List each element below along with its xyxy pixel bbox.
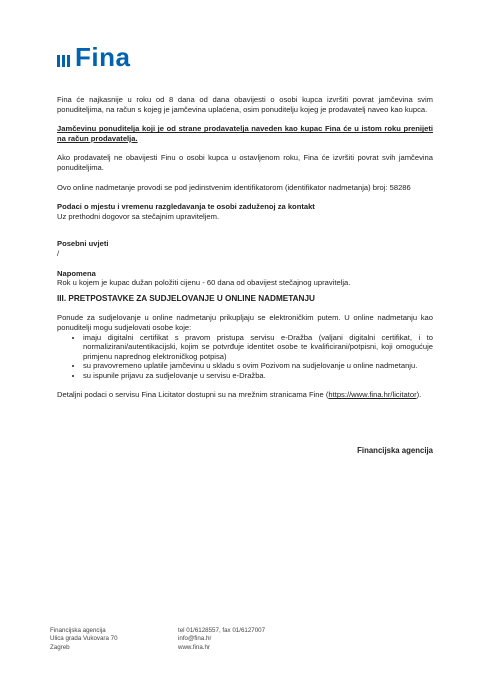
document-body xyxy=(57,95,433,400)
signature: Financijska agencija xyxy=(357,446,433,455)
requirements-list xyxy=(57,333,433,381)
logo-wordmark: Fina xyxy=(75,42,131,72)
note-heading: Napomena xyxy=(57,268,96,278)
inspection-heading: Podaci o mjestu i vremenu razgledavanja te osobi zaduženoj za kontakt xyxy=(57,202,315,212)
paragraph-buyer-deposit: Jamčevinu ponuditelja koji je od strane prodavatelja naveden kao kupac Fina će u istom roku prenijeti na račun prodavatelja. xyxy=(57,124,433,143)
footer-website[interactable]: www.fina.hr xyxy=(178,643,210,651)
footer-phone: tel 01/6128557, fax 01/6127007 xyxy=(178,627,266,634)
special-conditions-text: / xyxy=(57,248,60,258)
paragraph-no-notice: Ako prodavatelj ne obavijesti Finu o osobi kupca u ostavljenom roku, Fina će izvršiti povrat svih jamčevina ponuditeljima. xyxy=(57,153,433,172)
footer-email[interactable]: info@fina.hr xyxy=(178,635,212,643)
footer-address xyxy=(50,627,118,652)
paragraph-refund: Fina će najkasnije u roku od 8 dana od dana obavijesti o osobi kupca izvršiti povrat jamčevina svim ponuditeljima, na račun s kojeg je jamčevina uplaćena, osim ponuditelju kojeg je prodavatelj naveo kao kupca. xyxy=(57,95,433,114)
footer-street: Ulica grada Vukovara 70 xyxy=(50,635,118,643)
details-paragraph xyxy=(57,390,433,400)
fina-logo xyxy=(57,42,131,72)
paragraph-identifier: Ovo online nadmetanje provodi se pod jedinstvenim identifikatorom (identifikator nadmetanja) broj: 58286 xyxy=(57,182,411,192)
note-text: Rok u kojem je kupac dužan položiti cijenu - 60 dana od obavijest stečajnog upravitelja. xyxy=(57,278,351,288)
footer-city: Zagreb xyxy=(50,643,70,651)
licitator-link[interactable]: https://www.fina.hr/licitator xyxy=(328,390,417,400)
list-item: • su pravovremeno uplatile jamčevinu u skladu s ovim Pozivom na sudjelovanje u online nadmetanju. xyxy=(83,361,433,371)
footer-company: Financijska agencija xyxy=(50,627,106,634)
logo-bars-icon xyxy=(57,47,70,67)
list-item: • su ispunile prijavu za sudjelovanje u servisu e-Dražba. xyxy=(83,371,433,381)
section-3-intro: Ponude za sudjelovanje u online nadmetanju prikupljaju se elektroničkim putem. U online nadmetanju kao ponuditelji mogu sudjelovati osobe koje: xyxy=(57,313,433,332)
special-conditions-heading: Posebni uvjeti xyxy=(57,239,109,249)
section-3-heading: III. PRETPOSTAVKE ZA SUDJELOVANJE U ONLINE NADMETANJU xyxy=(57,293,315,303)
details-text: Detaljni podaci o servisu Fina Licitator dostupni su na mrežnim stranicama Fine ( xyxy=(57,390,329,400)
list-item: • imaju digitalni certifikat s pravom pristupa servisu e-Dražba (valjani digitalni certifikat, i to normalizirani/autentikacijski, kojim se potvrđuje identitet osobe te kvalificirani/potpisni, koji omogućuje primjenu naprednog elektroničkog potpisa) xyxy=(83,333,433,362)
footer-contact xyxy=(178,627,265,652)
details-end: ). xyxy=(416,390,422,400)
inspection-text: Uz prethodni dogovor sa stečajnim upraviteljem. xyxy=(57,211,220,221)
